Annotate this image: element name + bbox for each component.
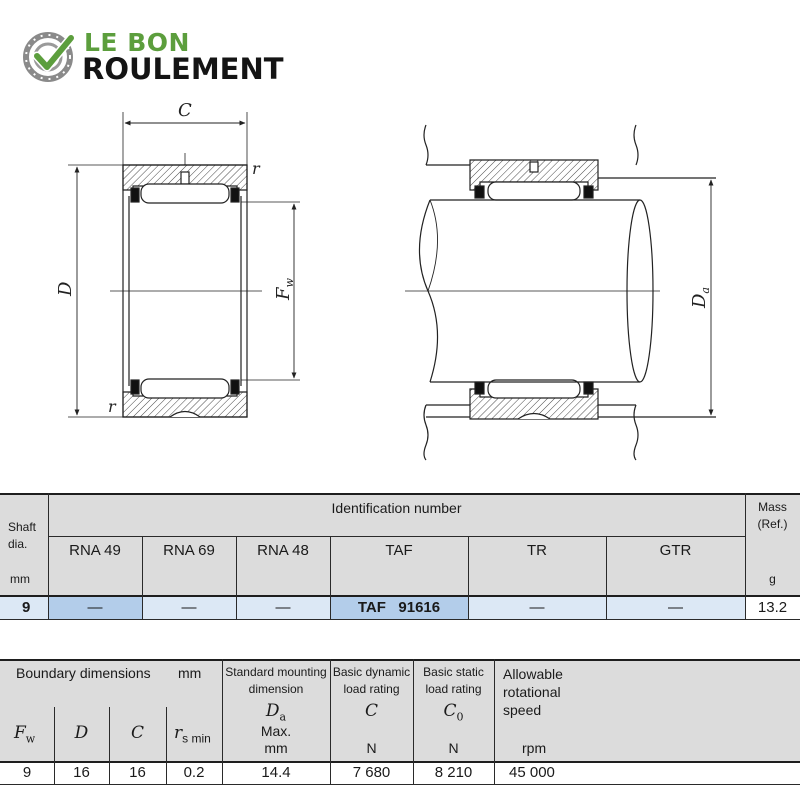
boundary-header: Boundary dimensions <box>16 665 151 681</box>
static-unit: N <box>448 740 459 756</box>
dynamic-unit: N <box>366 740 377 756</box>
brand-logo <box>22 26 302 88</box>
value-static-c0: 8 210 <box>434 764 473 781</box>
value-rna48: — <box>275 599 291 616</box>
value-rs-min: 0.2 <box>183 764 205 781</box>
col-tr: TR <box>527 542 547 559</box>
mass-value: 13.2 <box>757 599 788 616</box>
mass-unit: g <box>769 572 776 586</box>
mount-symbol: $D_a$ <box>265 701 287 724</box>
value-d: 16 <box>73 764 90 781</box>
value-tr: — <box>529 599 545 616</box>
shaft-unit: mm <box>10 572 30 586</box>
dynamic-symbol: C <box>364 701 378 721</box>
symbol-fw: $F_w$ <box>14 723 36 746</box>
speed-unit: rpm <box>522 740 547 756</box>
col-taf: TAF <box>385 542 413 559</box>
logo-text-line2: ROULEMENT <box>82 52 284 86</box>
value-speed: 45 000 <box>509 764 555 781</box>
label-c: C <box>178 100 192 121</box>
label-d: D <box>55 281 76 296</box>
value-rna69: — <box>181 599 197 616</box>
speed-header-line2: rotational <box>503 684 561 700</box>
value-rna49: — <box>87 599 103 616</box>
static-symbol: $C_0$ <box>443 701 464 724</box>
value-da: 14.4 <box>261 764 291 781</box>
boundary-unit: mm <box>178 665 202 681</box>
logo-text-line1: LE BON <box>84 28 190 57</box>
value-dynamic-c: 7 680 <box>352 764 391 781</box>
bearing-mounted-view <box>405 125 716 460</box>
label-da: $D_a$ <box>689 287 712 308</box>
shaft-header-line2: dia. <box>8 537 28 551</box>
static-header-line2: load rating <box>425 682 482 696</box>
speed-header-line3: speed <box>503 702 542 718</box>
mass-header-line2: (Ref.) <box>757 517 788 531</box>
bearing-drawing <box>0 90 800 485</box>
dimensions-table <box>0 659 800 786</box>
col-rna49: RNA 49 <box>69 542 121 559</box>
dynamic-header-line1: Basic dynamic <box>332 665 411 679</box>
mount-unit: mm <box>264 740 288 756</box>
label-r-top: r <box>252 159 260 178</box>
bearing-section-left <box>68 112 300 417</box>
check-bearing-icon <box>22 29 78 85</box>
static-header-line1: Basic static <box>423 665 484 679</box>
label-r-bottom: r <box>108 397 116 416</box>
identification-header: Identification number <box>331 500 462 516</box>
bearing-cross-section-figure <box>0 90 800 485</box>
mass-header-line1: Mass <box>758 500 787 514</box>
speed-header-line1: Allowable <box>503 666 563 682</box>
symbol-c: C <box>130 723 144 743</box>
value-fw: 9 <box>22 764 32 781</box>
value-gtr: — <box>668 599 683 616</box>
label-fw: $F_w$ <box>273 278 296 300</box>
col-rna48: RNA 48 <box>257 542 309 559</box>
value-c: 16 <box>129 764 146 781</box>
mount-header-line2: dimension <box>248 682 304 696</box>
identification-table <box>0 493 800 620</box>
value-taf: TAF 91616 <box>357 599 441 616</box>
symbol-rs-min: $r_{s min}$ <box>174 723 211 746</box>
dynamic-header-line2: load rating <box>343 682 400 696</box>
col-gtr: GTR <box>659 542 692 559</box>
col-rna69: RNA 69 <box>163 542 215 559</box>
symbol-d: D <box>74 723 89 743</box>
shaft-value: 9 <box>22 599 31 616</box>
mount-header-line1: Standard mounting <box>225 665 327 679</box>
shaft-header-line1: Shaft <box>8 520 37 534</box>
mount-max: Max. <box>260 723 292 739</box>
